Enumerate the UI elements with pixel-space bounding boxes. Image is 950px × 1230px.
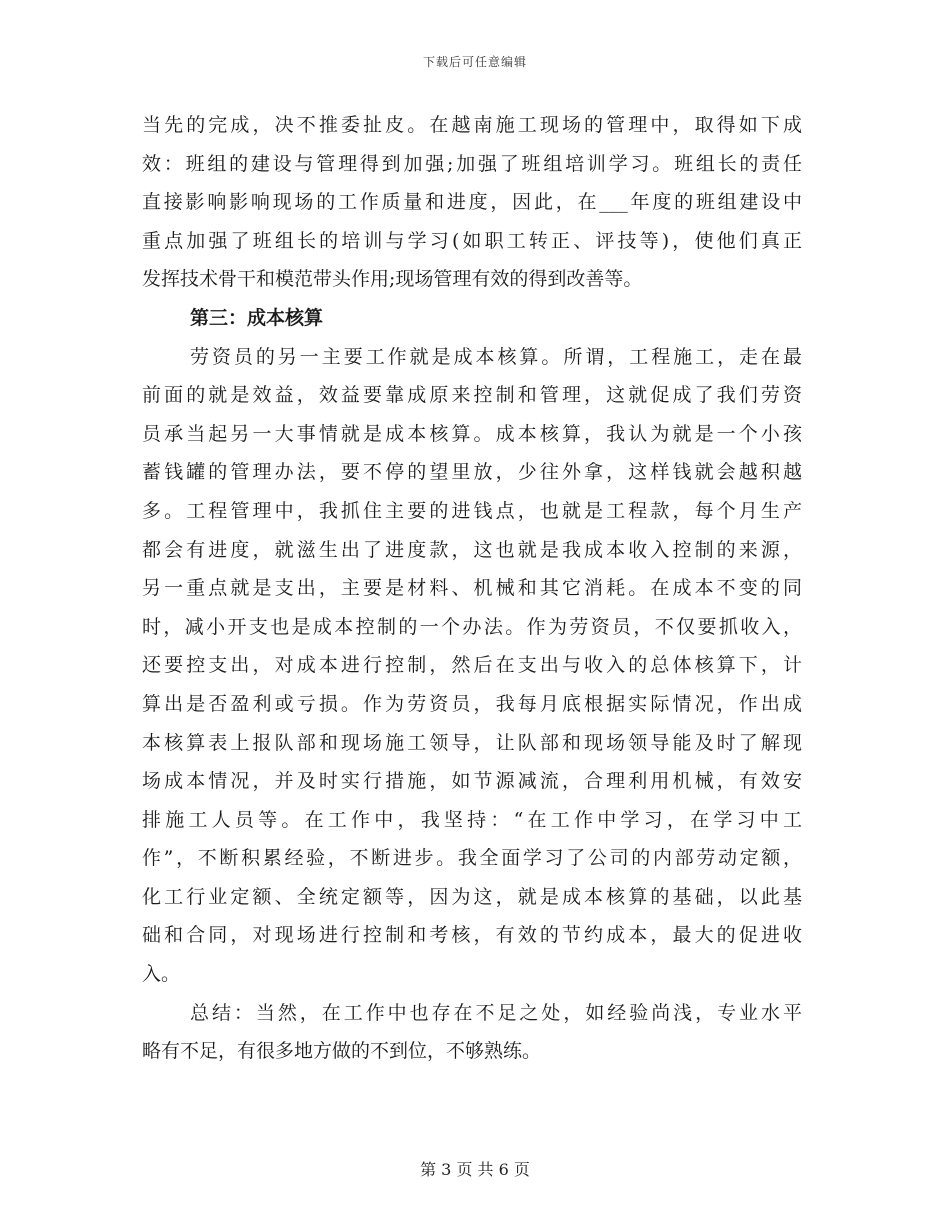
text-line: 略有不足，有很多地方做的不到位，不够熟练。 xyxy=(142,1040,542,1063)
paragraph-1 xyxy=(142,106,802,299)
page-footer: 第 3 页 共 6 页 xyxy=(420,1160,530,1179)
section-heading: 第三：成本核算 xyxy=(190,306,324,329)
text-line: 劳资员的另一主要工作就是成本核算。所谓，工程施工，走在最 xyxy=(190,345,802,368)
text-line: 多。工程管理中，我抓住主要的进钱点，也就是工程款，每个月生产 xyxy=(142,499,802,522)
paragraph-3 xyxy=(142,994,802,1071)
text-line: 场成本情况，并及时实行措施，如节源减流，合理利用机械，有效安 xyxy=(142,770,802,793)
page-header: 下载后可任意编辑 xyxy=(422,55,527,69)
text-line: 都会有进度，就滋生出了进度款，这也就是我成本收入控制的来源， xyxy=(142,538,802,561)
document-body xyxy=(142,106,802,1071)
text-line: 员承当起另一大事情就是成本核算。成本核算，我认为就是一个小孩 xyxy=(142,422,802,445)
text-line: 蓄钱罐的管理办法，要不停的望里放，少往外拿，这样钱就会越积越 xyxy=(142,461,802,484)
text-line: 总结：当然，在工作中也存在不足之处，如经验尚浅，专业水平 xyxy=(190,1001,802,1024)
text-line: 入。 xyxy=(142,963,181,986)
text-line: 排施工人员等。在工作中，我坚持：“在工作中学习，在学习中工 xyxy=(142,808,802,831)
text-line: 前面的就是效益，效益要靠成原来控制和管理，这就促成了我们劳资 xyxy=(142,384,802,407)
text-line: 发挥技术骨干和模范带头作用;现场管理有效的得到改善等。 xyxy=(142,268,643,291)
text-line: 另一重点就是支出，主要是材料、机械和其它消耗。在成本不变的同 xyxy=(142,577,802,600)
text-line: 当先的完成，决不推委扯皮。在越南施工现场的管理中，取得如下成 xyxy=(142,114,802,136)
text-line: 化工行业定额、全统定额等，因为这，就是成本核算的基础，以此基 xyxy=(142,885,802,908)
paragraph-2 xyxy=(142,338,802,994)
text-line: 重点加强了班组长的培训与学习(如职工转正、评技等)，使他们真正 xyxy=(142,229,802,252)
text-line: 还要控支出，对成本进行控制，然后在支出与收入的总体核算下，计 xyxy=(142,654,802,677)
text-line: 本核算表上报队部和现场施工领导，让队部和现场领导能及时了解现 xyxy=(142,731,802,754)
text-line: 算出是否盈利或亏损。作为劳资员，我每月底根据实际情况，作出成 xyxy=(142,692,802,715)
text-line: 直接影响影响现场的工作质量和进度，因此，在___年度的班组建设中 xyxy=(142,191,802,214)
text-line: 础和合同，对现场进行控制和考核，有效的节约成本，最大的促进收 xyxy=(142,924,802,947)
text-line: 作”，不断积累经验，不断进步。我全面学习了公司的内部劳动定额， xyxy=(142,847,802,870)
text-line: 效：班组的建设与管理得到加强;加强了班组培训学习。班组长的责任 xyxy=(142,152,802,175)
text-line: 时，减小开支也是成本控制的一个办法。作为劳资员，不仅要抓收入， xyxy=(142,615,802,638)
